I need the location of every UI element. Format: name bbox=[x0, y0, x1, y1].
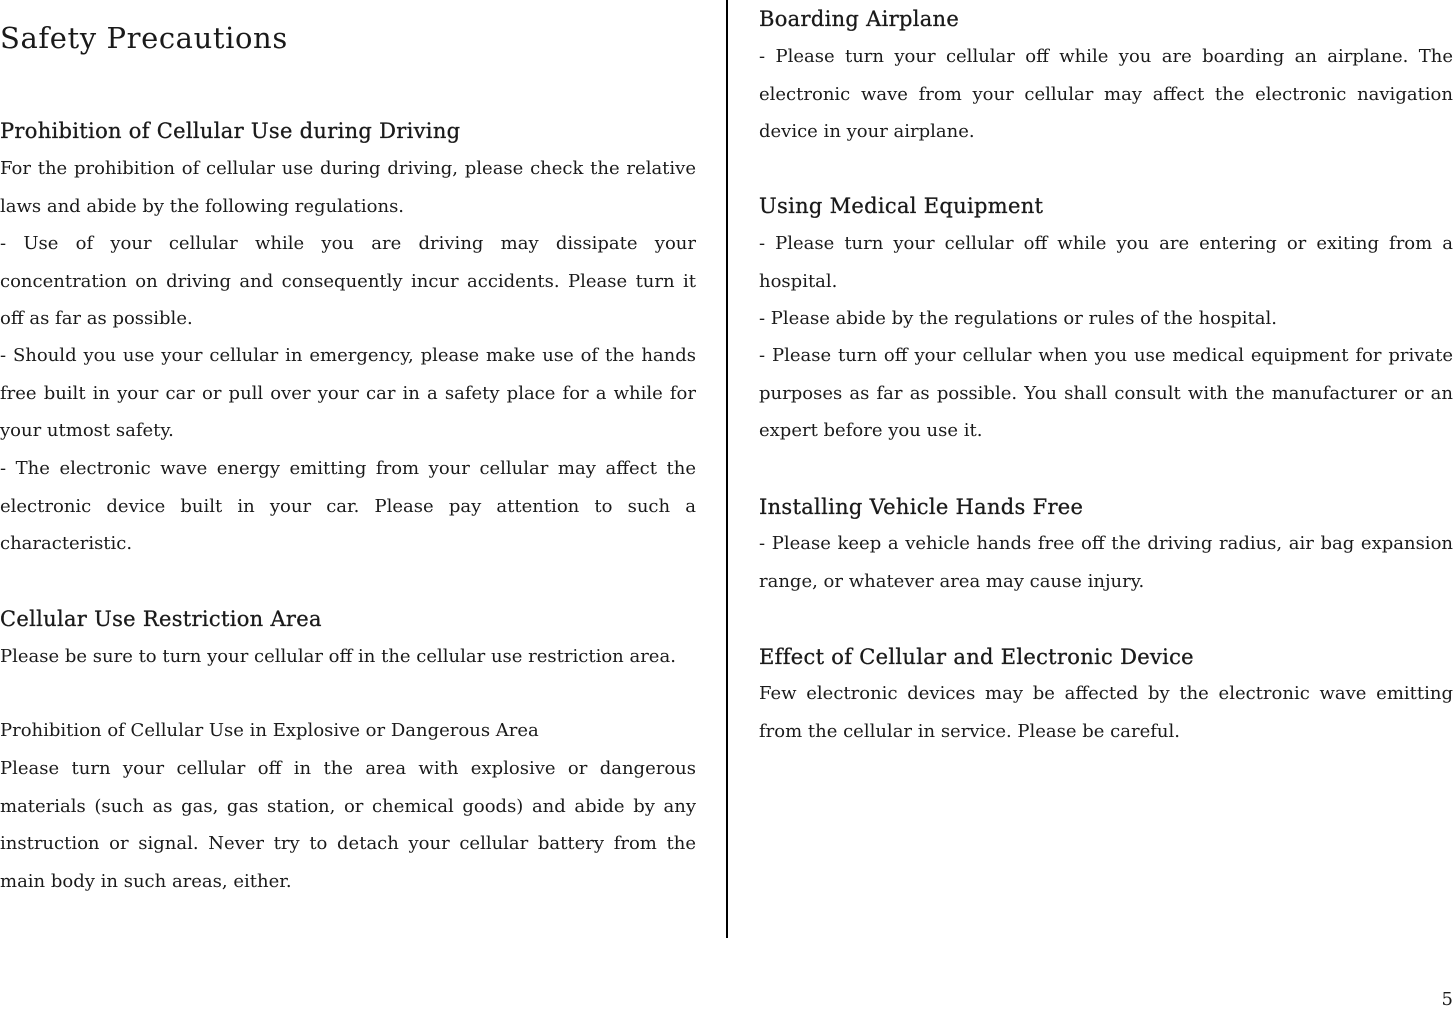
vehicle-heading: Installing Vehicle Hands Free bbox=[759, 495, 1084, 519]
restriction-heading: Cellular Use Restriction Area bbox=[0, 607, 322, 631]
driving-heading: Prohibition of Cellular Use during Driving bbox=[0, 119, 461, 143]
medical-item-3: - Please turn off your cellular when you use medical equipment for private purposes as far as possible. You shall consult with the manufacturer or an expert before you use it. bbox=[759, 345, 1453, 441]
page-title: Safety Precautions bbox=[0, 21, 288, 55]
effect-text: Few electronic devices may be affected by the electronic wave emitting from the cellular in service. Please be careful. bbox=[759, 683, 1453, 742]
driving-item-2: - Should you use your cellular in emergency, please make use of the hands free built in your car or pull over your car in a safety place for a while for your utmost safety. bbox=[0, 345, 696, 441]
page-number: 5 bbox=[1441, 989, 1453, 1010]
medical-item-1: - Please turn your cellular off while you are entering or exiting from a hospital. bbox=[759, 233, 1453, 292]
airplane-heading: Boarding Airplane bbox=[759, 7, 960, 31]
column-divider bbox=[726, 0, 728, 938]
effect-heading: Effect of Cellular and Electronic Device bbox=[759, 645, 1194, 669]
driving-item-1: - Use of your cellular while you are driving may dissipate your concentration on driving and consequently incur accidents. Please turn it off as far as possible. bbox=[0, 233, 696, 329]
driving-intro: For the prohibition of cellular use during driving, please check the relative laws and abide by the following regulations. bbox=[0, 158, 696, 217]
medical-item-2: - Please abide by the regulations or rules of the hospital. bbox=[759, 308, 1277, 329]
explosive-text: Please turn your cellular off in the area with explosive or dangerous materials (such as gas, gas station, or chemical goods) and abide by any instruction or signal. Never try to detach your cellular battery from the main body in such areas, either. bbox=[0, 758, 696, 892]
vehicle-text: - Please keep a vehicle hands free off the driving radius, air bag expansion range, or whatever area may cause injury. bbox=[759, 533, 1453, 592]
driving-item-3: - The electronic wave energy emitting from your cellular may affect the electronic device built in your car. Please pay attention to such a characteristic. bbox=[0, 458, 696, 554]
airplane-text: - Please turn your cellular off while you are boarding an airplane. The electronic wave from your cellular may affect the electronic navigation device in your airplane. bbox=[759, 46, 1453, 142]
restriction-text: Please be sure to turn your cellular off in the cellular use restriction area. bbox=[0, 646, 676, 667]
explosive-line: Prohibition of Cellular Use in Explosive or Dangerous Area bbox=[0, 720, 539, 741]
medical-heading: Using Medical Equipment bbox=[759, 194, 1044, 218]
